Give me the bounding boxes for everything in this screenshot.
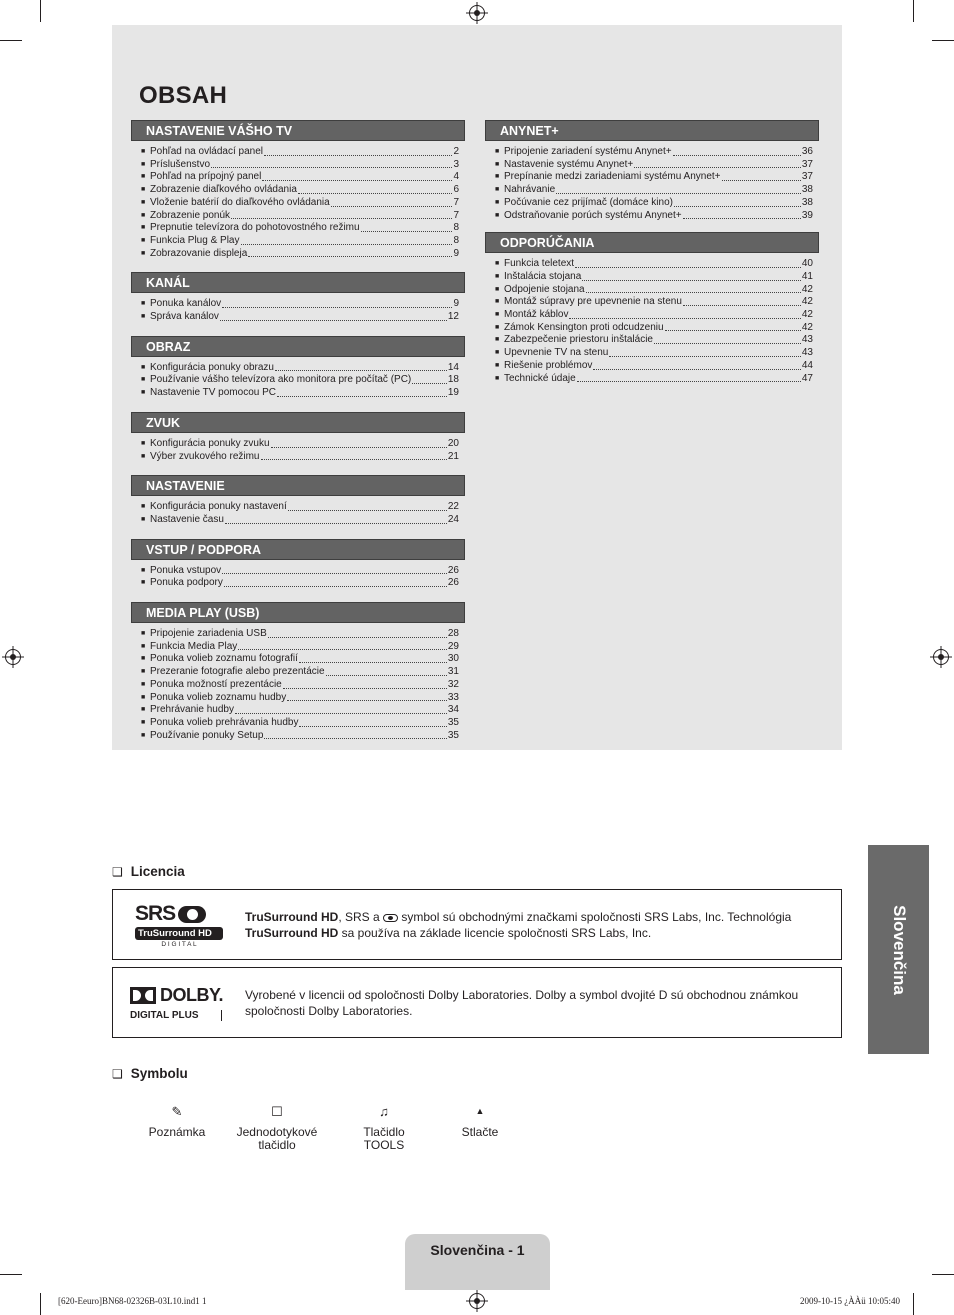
dot-leader	[298, 184, 453, 194]
toc-item	[141, 387, 459, 400]
toc-item	[141, 311, 459, 324]
symbol-press: ▲ Stlačte	[440, 1105, 520, 1139]
crop-mark	[40, 0, 41, 22]
toc-item-title: Ponuka volieb zoznamu fotografií	[150, 653, 298, 665]
symbols-heading: ❑ Symbolu	[112, 1066, 188, 1081]
toc-item	[141, 514, 459, 527]
srs-symbol-icon	[383, 914, 398, 922]
dot-leader	[609, 347, 801, 357]
toc-item-title: Odstraňovanie porúch systému Anynet+	[504, 209, 682, 221]
toc-item-list	[131, 560, 465, 590]
toc-item	[141, 628, 459, 641]
toc-item	[141, 197, 459, 210]
dot-leader	[665, 322, 801, 332]
dot-leader	[331, 197, 453, 207]
toc-item-title: Technické údaje	[504, 372, 576, 384]
dot-leader	[220, 311, 447, 321]
toc-item-page: 43	[801, 334, 813, 346]
dot-leader	[283, 679, 447, 689]
footer-timestamp: 2009-10-15 ¿ÀÀü 10:05:40	[800, 1296, 900, 1306]
toc-item	[141, 171, 459, 184]
crop-mark	[932, 1274, 954, 1275]
toc-item-page: 2	[453, 146, 459, 157]
toc-item-title: Pripojenie zariadení systému Anynet+	[504, 146, 672, 157]
toc-item-page: 29	[447, 640, 459, 652]
registration-mark-icon	[933, 649, 949, 665]
toc-section-heading: MEDIA PLAY (USB)	[131, 602, 465, 623]
toc-item-page: 18	[447, 374, 459, 386]
square-bullet-icon: ■	[141, 566, 146, 574]
square-bullet-icon: ■	[141, 211, 146, 219]
square-bullet-icon: ■	[495, 285, 500, 293]
dot-leader	[722, 171, 801, 181]
toc-item-title: Ponuka kanálov	[150, 298, 222, 310]
toc-item-page: 9	[453, 298, 459, 310]
square-bullet-icon: ■	[141, 236, 146, 244]
toc-item-page: 26	[447, 577, 459, 589]
toc-item-title: Vloženie batérií do diaľkového ovládania	[150, 196, 330, 208]
toc-item-title: Zámok Kensington proti odcudzeniu	[504, 321, 664, 333]
dot-leader	[361, 222, 453, 232]
toc-item-title: Zobrazenie diaľkového ovládania	[150, 184, 297, 196]
toc-item	[495, 258, 813, 271]
square-bullet-icon: ■	[495, 260, 500, 268]
toc-item-page: 3	[453, 158, 459, 170]
toc-item-title: Prezeranie fotografie alebo prezentácie	[150, 666, 325, 678]
toc-item-page: 41	[801, 270, 813, 282]
crop-mark	[913, 0, 914, 22]
square-bullet-icon: ■	[141, 313, 146, 321]
square-bullet-icon: ■	[141, 173, 146, 181]
checkbox-bullet-icon: ❑	[112, 865, 123, 879]
dot-leader	[241, 235, 453, 245]
square-bullet-icon: ■	[495, 173, 500, 181]
toc-item-title: Ponuka vstupov	[150, 564, 222, 576]
square-bullet-icon: ■	[495, 323, 500, 331]
square-bullet-icon: ■	[495, 211, 500, 219]
dot-leader	[268, 628, 447, 638]
toc-section	[131, 412, 465, 463]
dot-leader	[211, 159, 452, 169]
toc-item-title: Pohľad na prípojný panel	[150, 171, 262, 183]
square-bullet-icon: ■	[141, 718, 146, 726]
square-bullet-icon: ■	[141, 249, 146, 257]
toc-item	[141, 653, 459, 666]
toc-item-page: 24	[447, 513, 459, 525]
toc-item	[495, 360, 813, 373]
dot-leader	[222, 565, 447, 575]
toc-item-page: 36	[801, 146, 813, 157]
srs-licence-box	[112, 889, 842, 960]
dot-leader	[224, 577, 447, 587]
toc-item	[141, 692, 459, 705]
square-bullet-icon: ■	[495, 148, 500, 155]
toc-item-title: Montáž káblov	[504, 309, 569, 321]
square-bullet-icon: ■	[141, 680, 146, 688]
toc-item-title: Používanie vášho televízora ako monitora pre počítač (PC)	[150, 374, 412, 386]
toc-item-title: Ponuka volieb prehrávania hudby	[150, 716, 299, 728]
toc-item-list	[485, 141, 819, 222]
toc-item-page: 6	[453, 184, 459, 196]
toc-item-list	[131, 141, 465, 260]
dot-leader	[299, 717, 446, 727]
toc-item-page: 7	[453, 196, 459, 208]
dot-leader	[577, 373, 801, 383]
square-bullet-icon: ■	[141, 706, 146, 714]
crop-mark	[913, 1293, 914, 1315]
toc-item	[141, 679, 459, 692]
toc-section-heading: VSTUP / PODPORA	[131, 539, 465, 560]
toc-item	[141, 210, 459, 223]
dot-leader	[235, 704, 447, 714]
toc-item	[141, 451, 459, 464]
checkbox-bullet-icon: ❑	[112, 1067, 123, 1081]
toc-item-title: Konfigurácia ponuky zvuku	[150, 437, 270, 449]
registration-mark-icon	[469, 1293, 485, 1309]
dolby-double-d-icon	[130, 987, 156, 1004]
toc-item	[141, 184, 459, 197]
toc-section	[131, 539, 465, 590]
dot-leader	[674, 197, 801, 207]
square-bullet-icon: ■	[141, 668, 146, 676]
dot-leader	[277, 387, 447, 397]
toc-item	[141, 235, 459, 248]
toc-item-page: 39	[801, 209, 813, 221]
square-bullet-icon: ■	[141, 160, 146, 168]
toc-item	[495, 146, 813, 159]
toc-item	[141, 146, 459, 159]
toc-item-title: Funkcia Media Play	[150, 640, 238, 652]
toc-section	[485, 232, 819, 385]
toc-item-page: 30	[447, 653, 459, 665]
toc-item	[495, 373, 813, 386]
toc-right-column	[485, 120, 819, 385]
licence-heading: ❑ Licencia	[112, 864, 185, 879]
symbol-one-touch: ☐ Jednodotykové tlačidlo	[227, 1105, 327, 1152]
toc-item-title: Upevnenie TV na stenu	[504, 347, 609, 359]
toc-item	[141, 222, 459, 235]
toc-item-page: 28	[447, 628, 459, 640]
square-bullet-icon: ■	[141, 693, 146, 701]
page-title: OBSAH	[139, 82, 228, 109]
symbol-note: ✎ Poznámka	[137, 1105, 217, 1139]
toc-item	[495, 159, 813, 172]
toc-item	[141, 362, 459, 375]
toc-item	[141, 730, 459, 743]
dot-leader	[262, 171, 452, 181]
toc-item	[141, 298, 459, 311]
page-number-tab: Slovenčina - 1	[405, 1234, 550, 1290]
dot-leader	[271, 438, 447, 448]
square-bullet-icon: ■	[495, 311, 500, 319]
square-bullet-icon: ■	[141, 376, 146, 384]
square-bullet-icon: ■	[495, 272, 500, 280]
toc-item-page: 22	[447, 501, 459, 513]
square-bullet-icon: ■	[495, 298, 500, 306]
toc-section	[485, 120, 819, 222]
one-touch-icon: ☐	[271, 1104, 283, 1119]
toc-item-title: Zabezpečenie priestoru inštalácie	[504, 334, 653, 346]
toc-item-page: 4	[453, 171, 459, 183]
square-bullet-icon: ■	[141, 389, 146, 397]
toc-item-page: 14	[447, 361, 459, 373]
toc-item-page: 38	[801, 196, 813, 208]
toc-item-page: 42	[801, 283, 813, 295]
square-bullet-icon: ■	[141, 363, 146, 371]
toc-item-list	[485, 253, 819, 385]
square-bullet-icon: ■	[141, 148, 146, 155]
toc-item-page: 35	[447, 729, 459, 741]
square-bullet-icon: ■	[141, 731, 146, 739]
crop-mark	[932, 40, 954, 41]
toc-section	[131, 475, 465, 526]
toc-section	[131, 272, 465, 323]
toc-item	[495, 197, 813, 210]
toc-item-title: Riešenie problémov	[504, 359, 593, 371]
toc-item-list	[131, 433, 465, 463]
toc-section-heading: NASTAVENIE VÁŠHO TV	[131, 120, 465, 141]
dolby-logo: DOLBY. DIGITAL PLUS	[130, 985, 224, 1021]
toc-item-page: 37	[801, 171, 813, 183]
dot-leader	[326, 666, 447, 676]
toc-item	[495, 322, 813, 335]
toc-item-page: 31	[447, 666, 459, 678]
toc-item-page: 8	[453, 234, 459, 246]
toc-item	[495, 334, 813, 347]
toc-section-heading: ZVUK	[131, 412, 465, 433]
toc-item	[141, 641, 459, 654]
square-bullet-icon: ■	[141, 452, 146, 460]
toc-item-page: 19	[447, 387, 459, 399]
square-bullet-icon: ■	[141, 186, 146, 194]
toc-item	[141, 438, 459, 451]
registration-mark-icon	[5, 649, 21, 665]
dolby-licence-box	[112, 967, 842, 1038]
dot-leader	[683, 210, 801, 220]
toc-item-title: Konfigurácia ponuky obrazu	[150, 361, 274, 373]
dolby-licence-text: Vyrobené v licencii od spoločnosti Dolby Laboratories. Dolby a symbol dvojité D sú obchodnou známkou spoločnosti Dolby Laboratories.	[245, 988, 799, 1018]
toc-item-page: 20	[447, 437, 459, 449]
toc-item-page: 33	[447, 691, 459, 703]
square-bullet-icon: ■	[495, 361, 500, 369]
toc-section-heading: ODPORÚČANIA	[485, 232, 819, 253]
toc-item-title: Správa kanálov	[150, 311, 219, 323]
toc-item-title: Odpojenie stojana	[504, 283, 585, 295]
toc-item-title: Prepínanie medzi zariadeniami systému Anynet+	[504, 171, 721, 183]
toc-item-title: Inštalácia stojana	[504, 270, 582, 282]
crop-mark	[0, 1274, 22, 1275]
toc-item-page: 7	[453, 209, 459, 221]
registration-mark-icon	[469, 5, 485, 21]
square-bullet-icon: ■	[495, 349, 500, 357]
dot-leader	[264, 730, 446, 740]
toc-item-title: Výber zvukového režimu	[150, 450, 260, 462]
toc-item-title: Počúvanie cez prijímač (domáce kino)	[504, 196, 673, 208]
toc-section	[131, 336, 465, 400]
toc-item-title: Pohľad na ovládací panel	[150, 146, 264, 157]
square-bullet-icon: ■	[141, 503, 146, 511]
toc-item	[141, 501, 459, 514]
toc-item-title: Ponuka volieb zoznamu hudby	[150, 691, 287, 703]
toc-item	[141, 717, 459, 730]
toc-item-list	[131, 357, 465, 400]
toc-item-page: 26	[447, 564, 459, 576]
toc-section-heading: ANYNET+	[485, 120, 819, 141]
srs-logo: SRS TruSurround HD D I G I T A L	[135, 902, 223, 948]
toc-item	[141, 565, 459, 578]
toc-item-title: Funkcia teletext	[504, 258, 575, 270]
toc-item	[495, 309, 813, 322]
toc-item-page: 42	[801, 309, 813, 321]
dot-leader	[412, 374, 447, 384]
language-side-tab: Slovenčina	[868, 845, 929, 1054]
dot-leader	[683, 296, 801, 306]
square-bullet-icon: ■	[141, 198, 146, 206]
toc-item-page: 42	[801, 296, 813, 308]
square-bullet-icon: ■	[141, 224, 146, 232]
toc-item-title: Ponuka možností prezentácie	[150, 678, 282, 690]
toc-item	[495, 271, 813, 284]
dot-leader	[654, 334, 801, 344]
toc-item	[141, 248, 459, 261]
toc-section	[131, 120, 465, 260]
symbol-tools: ♫ Tlačidlo TOOLS	[344, 1105, 424, 1152]
toc-item	[495, 171, 813, 184]
toc-item-title: Nahrávanie	[504, 184, 556, 196]
toc-item-page: 21	[447, 450, 459, 462]
crop-mark	[40, 1293, 41, 1315]
toc-item-page: 42	[801, 321, 813, 333]
toc-item-page: 37	[801, 158, 813, 170]
toc-item-title: Ponuka podpory	[150, 577, 223, 589]
toc-item-title: Prepnutie televízora do pohotovostného režimu	[150, 222, 360, 234]
dot-leader	[575, 258, 801, 268]
toc-item-page: 44	[801, 359, 813, 371]
toc-item-page: 47	[801, 372, 813, 384]
toc-item-page: 8	[453, 222, 459, 234]
toc-item-title: Nastavenie času	[150, 513, 224, 525]
toc-section	[131, 602, 465, 742]
toc-item	[495, 296, 813, 309]
toc-item-title: Nastavenie TV pomocou PC	[150, 387, 276, 399]
toc-item	[495, 284, 813, 297]
dot-leader	[593, 360, 800, 370]
toc-item	[141, 666, 459, 679]
toc-item-title: Zobrazenie ponúk	[150, 209, 231, 221]
dot-leader	[288, 501, 447, 511]
toc-item-list	[131, 293, 465, 323]
toc-section-heading: OBRAZ	[131, 336, 465, 357]
press-icon: ▲	[475, 1106, 485, 1116]
toc-item-page: 43	[801, 347, 813, 359]
toc-item	[141, 374, 459, 387]
toc-item-title: Prehrávanie hudby	[150, 704, 234, 716]
square-bullet-icon: ■	[141, 300, 146, 308]
square-bullet-icon: ■	[141, 515, 146, 523]
dot-leader	[275, 362, 447, 372]
toc-item-title: Montáž súpravy pre upevnenie na stenu	[504, 296, 682, 308]
dot-leader	[634, 159, 801, 169]
srs-circle-icon	[178, 906, 206, 923]
toc-item-title: Pripojenie zariadenia USB	[150, 628, 267, 640]
toc-item-page: 9	[453, 247, 459, 259]
square-bullet-icon: ■	[141, 642, 146, 650]
square-bullet-icon: ■	[495, 374, 500, 382]
square-bullet-icon: ■	[495, 336, 500, 344]
crop-mark	[0, 40, 22, 41]
dot-leader	[556, 184, 801, 194]
square-bullet-icon: ■	[495, 160, 500, 168]
dot-leader	[238, 641, 447, 651]
dot-leader	[673, 146, 801, 156]
dot-leader	[299, 653, 447, 663]
toc-item-title: Nastavenie systému Anynet+	[504, 158, 634, 170]
toc-item	[141, 577, 459, 590]
square-bullet-icon: ■	[141, 655, 146, 663]
srs-licence-text: TruSurround HD, SRS a symbol sú obchodnými značkami spoločnosti SRS Labs, Inc. Technológia TruSurround HD sa používa na základe licencie spoločnosti SRS Labs, Inc.	[245, 910, 792, 940]
dot-leader	[248, 248, 452, 258]
toc-item	[141, 704, 459, 717]
square-bullet-icon: ■	[141, 439, 146, 447]
toc-item	[495, 347, 813, 360]
dot-leader	[222, 298, 452, 308]
toc-item-page: 32	[447, 678, 459, 690]
dot-leader	[569, 309, 800, 319]
dot-leader	[582, 271, 801, 281]
toc-left-column	[131, 120, 465, 742]
toc-item	[141, 159, 459, 172]
dot-leader	[225, 514, 447, 524]
dot-leader	[287, 692, 447, 702]
dot-leader	[264, 146, 452, 156]
toc-item-page: 38	[801, 184, 813, 196]
toc-item-page: 35	[447, 716, 459, 728]
toc-item-title: Konfigurácia ponuky nastavení	[150, 501, 287, 513]
square-bullet-icon: ■	[495, 186, 500, 194]
toc-item-page: 34	[447, 704, 459, 716]
toc-item-title: Príslušenstvo	[150, 158, 211, 170]
toc-item-title: Funkcia Plug & Play	[150, 234, 240, 246]
square-bullet-icon: ■	[141, 579, 146, 587]
toc-section-heading: KANÁL	[131, 272, 465, 293]
square-bullet-icon: ■	[141, 630, 146, 638]
toc-item-list	[131, 496, 465, 526]
square-bullet-icon: ■	[495, 198, 500, 206]
toc-item	[495, 184, 813, 197]
dot-leader	[261, 451, 447, 461]
toc-item-page: 40	[801, 258, 813, 270]
toc-section-heading: NASTAVENIE	[131, 475, 465, 496]
toc-item-page: 12	[447, 311, 459, 323]
toc-item-title: Používanie ponuky Setup	[150, 729, 264, 741]
toc-item-title: Zobrazovanie displeja	[150, 247, 248, 259]
dot-leader	[586, 284, 801, 294]
dot-leader	[231, 210, 452, 220]
note-icon: ✎	[171, 1104, 183, 1119]
tools-icon: ♫	[379, 1104, 389, 1119]
footer-file-info: [620-Eeuro]BN68-02326B-03L10.ind1 1	[58, 1296, 207, 1306]
toc-item-list	[131, 623, 465, 742]
toc-item	[495, 210, 813, 223]
